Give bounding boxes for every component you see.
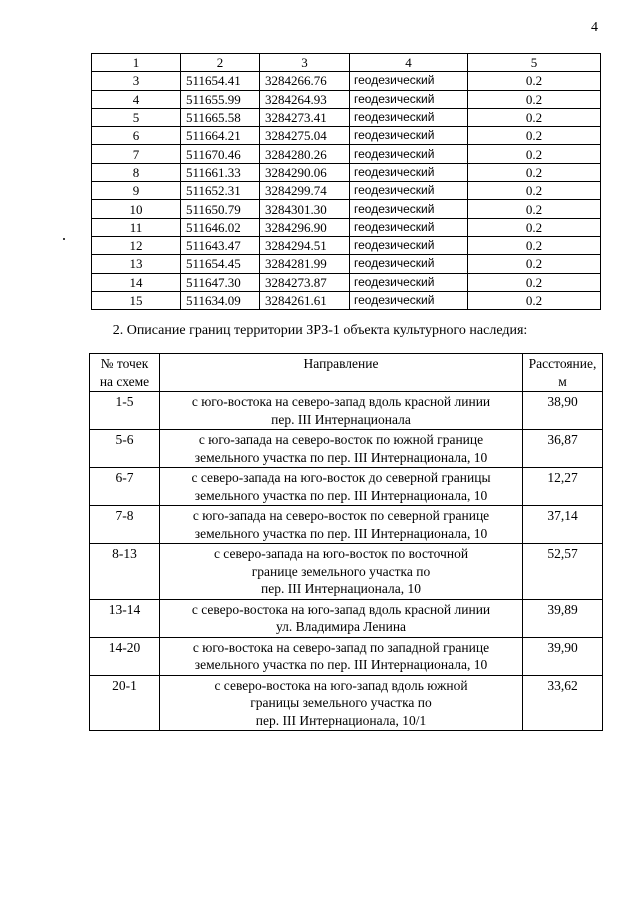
x-coordinate-cell: 511650.79 xyxy=(181,200,260,218)
cell-line: м xyxy=(558,373,567,389)
distance-cell: 33,62 xyxy=(523,675,603,731)
method-cell: геодезический xyxy=(350,72,468,90)
y-coordinate-cell: 3284296.90 xyxy=(260,218,350,236)
direction-cell xyxy=(160,506,523,544)
table-row xyxy=(92,218,601,236)
section-heading: 2. Описание границ территории ЗРЗ-1 объекта культурного наследия: xyxy=(112,323,528,338)
y-coordinate-cell: 3284275.04 xyxy=(260,127,350,145)
method-cell: геодезический xyxy=(350,200,468,218)
y-coordinate-cell: 3284301.30 xyxy=(260,200,350,218)
table-row xyxy=(92,163,601,181)
x-coordinate-cell: 511643.47 xyxy=(181,236,260,254)
y-coordinate-cell: 3284261.61 xyxy=(260,291,350,309)
distance-cell: 12,27 xyxy=(523,468,603,506)
method-cell: геодезический xyxy=(350,236,468,254)
coords-header-cell: 5 xyxy=(468,54,601,72)
cell-line: с северо-запада на юго-восток до северной границы xyxy=(191,470,491,485)
table-row xyxy=(90,599,603,637)
point-number-cell: 3 xyxy=(92,72,181,90)
cell-line: земельного участка по пер. III Интернационала, 10 xyxy=(194,657,488,672)
borders-header-row xyxy=(90,354,603,392)
precision-cell: 0.2 xyxy=(468,200,601,218)
table-row xyxy=(92,255,601,273)
y-coordinate-cell: 3284280.26 xyxy=(260,145,350,163)
point-number-cell: 4 xyxy=(92,90,181,108)
x-coordinate-cell: 511670.46 xyxy=(181,145,260,163)
table-row xyxy=(92,108,601,126)
precision-cell: 0.2 xyxy=(468,72,601,90)
coords-header-cell: 4 xyxy=(350,54,468,72)
distance-cell: 36,87 xyxy=(523,430,603,468)
precision-cell: 0.2 xyxy=(468,108,601,126)
border-description-table xyxy=(89,353,603,731)
table-row xyxy=(90,392,603,430)
table-row xyxy=(92,273,601,291)
point-number-cell: 14 xyxy=(92,273,181,291)
direction-cell xyxy=(160,468,523,506)
precision-cell: 0.2 xyxy=(468,90,601,108)
precision-cell: 0.2 xyxy=(468,236,601,254)
page-number: 4 xyxy=(591,20,598,35)
cell-line: с северо-востока на юго-запад вдоль южной xyxy=(214,677,468,693)
distance-header-cell xyxy=(523,354,603,392)
points-cell: 1-5 xyxy=(90,392,160,430)
points-header-cell xyxy=(90,354,160,392)
y-coordinate-cell: 3284299.74 xyxy=(260,182,350,200)
table-row xyxy=(92,182,601,200)
point-number-cell: 6 xyxy=(92,127,181,145)
cell-line: № точек xyxy=(100,356,149,371)
table-row xyxy=(92,145,601,163)
direction-cell xyxy=(160,675,523,731)
table-row xyxy=(90,506,603,544)
precision-cell: 0.2 xyxy=(468,127,601,145)
x-coordinate-cell: 511654.45 xyxy=(181,255,260,273)
precision-cell: 0.2 xyxy=(468,273,601,291)
point-number-cell: 7 xyxy=(92,145,181,163)
cell-line: с юго-востока на северо-запад вдоль красной линии xyxy=(191,394,491,409)
table-row xyxy=(92,127,601,145)
x-coordinate-cell: 511655.99 xyxy=(181,90,260,108)
cell-line: с северо-запада на юго-восток по восточной xyxy=(213,546,469,561)
points-cell: 14-20 xyxy=(90,637,160,675)
y-coordinate-cell: 3284266.76 xyxy=(260,72,350,90)
cell-line: границы земельного участка по xyxy=(250,695,432,710)
point-number-cell: 5 xyxy=(92,108,181,126)
points-cell: 7-8 xyxy=(90,506,160,544)
method-cell: геодезический xyxy=(350,145,468,163)
direction-cell xyxy=(160,599,523,637)
points-cell: 13-14 xyxy=(90,599,160,637)
distance-cell: 38,90 xyxy=(523,392,603,430)
coords-header-cell: 3 xyxy=(260,54,350,72)
points-cell: 20-1 xyxy=(90,675,160,731)
precision-cell: 0.2 xyxy=(468,218,601,236)
y-coordinate-cell: 3284273.41 xyxy=(260,108,350,126)
method-cell: геодезический xyxy=(350,127,468,145)
coords-header-row xyxy=(92,54,601,72)
cell-line: с юго-востока на северо-запад по западной границе xyxy=(192,639,490,655)
method-cell: геодезический xyxy=(350,90,468,108)
table-row xyxy=(92,200,601,218)
distance-cell: 39,89 xyxy=(523,599,603,637)
cell-line: границе земельного участка по xyxy=(251,563,431,579)
table-row xyxy=(90,544,603,600)
distance-cell: 37,14 xyxy=(523,506,603,544)
cell-line: с юго-запада на северо-восток по северной границе xyxy=(192,508,490,523)
cell-line: Расстояние, xyxy=(528,356,597,371)
precision-cell: 0.2 xyxy=(468,255,601,273)
method-cell: геодезический xyxy=(350,255,468,273)
precision-cell: 0.2 xyxy=(468,145,601,163)
precision-cell: 0.2 xyxy=(468,182,601,200)
points-cell: 5-6 xyxy=(90,430,160,468)
table-row xyxy=(92,291,601,309)
point-number-cell: 15 xyxy=(92,291,181,309)
coords-header-cell: 2 xyxy=(181,54,260,72)
x-coordinate-cell: 511647.30 xyxy=(181,273,260,291)
direction-cell xyxy=(160,430,523,468)
cell-line: на схеме xyxy=(99,373,150,389)
points-cell: 6-7 xyxy=(90,468,160,506)
point-number-cell: 13 xyxy=(92,255,181,273)
cell-line: земельного участка по пер. III Интернационала, 10 xyxy=(194,487,488,503)
table-row xyxy=(92,236,601,254)
y-coordinate-cell: 3284273.87 xyxy=(260,273,350,291)
cell-line: пер. III Интернационала xyxy=(271,411,411,427)
x-coordinate-cell: 511634.09 xyxy=(181,291,260,309)
points-cell: 8-13 xyxy=(90,544,160,600)
cell-line: пер. III Интернационала, 10/1 xyxy=(255,712,427,728)
method-cell: геодезический xyxy=(350,182,468,200)
method-cell: геодезический xyxy=(350,273,468,291)
cell-line: с юго-запада на северо-восток по южной границе xyxy=(198,432,484,447)
distance-cell: 39,90 xyxy=(523,637,603,675)
y-coordinate-cell: 3284264.93 xyxy=(260,90,350,108)
cell-line: пер. III Интернационала, 10 xyxy=(261,581,421,596)
method-cell: геодезический xyxy=(350,291,468,309)
table-row xyxy=(92,72,601,90)
point-number-cell: 11 xyxy=(92,218,181,236)
x-coordinate-cell: 511654.41 xyxy=(181,72,260,90)
table-row xyxy=(92,90,601,108)
cell-line: земельного участка по пер. III Интернационала, 10 xyxy=(194,525,488,541)
direction-cell xyxy=(160,637,523,675)
y-coordinate-cell: 3284281.99 xyxy=(260,255,350,273)
cell-line: с северо-востока на юго-запад вдоль красной линии xyxy=(191,601,491,617)
distance-cell: 52,57 xyxy=(523,544,603,600)
method-cell: геодезический xyxy=(350,218,468,236)
precision-cell: 0.2 xyxy=(468,163,601,181)
direction-cell xyxy=(160,544,523,600)
coords-header-cell: 1 xyxy=(92,54,181,72)
cell-line: ул. Владимира Ленина xyxy=(275,619,407,634)
y-coordinate-cell: 3284294.51 xyxy=(260,236,350,254)
method-cell: геодезический xyxy=(350,163,468,181)
point-number-cell: 9 xyxy=(92,182,181,200)
coordinates-table xyxy=(91,53,601,310)
method-cell: геодезический xyxy=(350,108,468,126)
point-number-cell: 12 xyxy=(92,236,181,254)
x-coordinate-cell: 511664.21 xyxy=(181,127,260,145)
table-row xyxy=(90,675,603,731)
point-number-cell: 8 xyxy=(92,163,181,181)
scan-dot xyxy=(63,238,65,240)
direction-cell xyxy=(160,392,523,430)
x-coordinate-cell: 511652.31 xyxy=(181,182,260,200)
table-row xyxy=(90,637,603,675)
x-coordinate-cell: 511646.02 xyxy=(181,218,260,236)
direction-header-cell: Направление xyxy=(160,354,523,392)
cell-line: земельного участка по пер. III Интернационала, 10 xyxy=(194,449,488,465)
point-number-cell: 10 xyxy=(92,200,181,218)
table-row xyxy=(90,430,603,468)
x-coordinate-cell: 511665.58 xyxy=(181,108,260,126)
y-coordinate-cell: 3284290.06 xyxy=(260,163,350,181)
table-row xyxy=(90,468,603,506)
x-coordinate-cell: 511661.33 xyxy=(181,163,260,181)
precision-cell: 0.2 xyxy=(468,291,601,309)
